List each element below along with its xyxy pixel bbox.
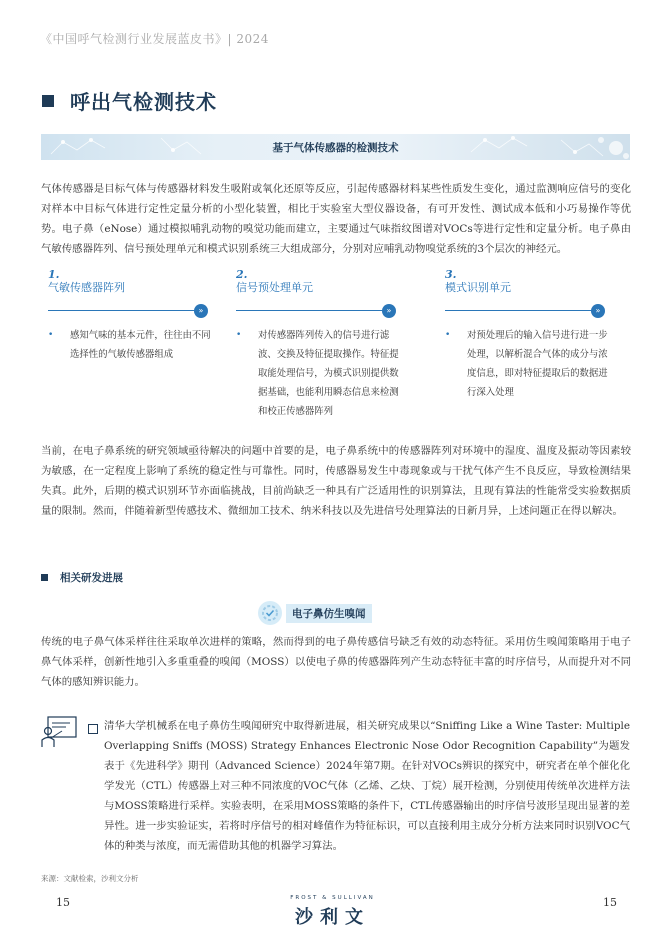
- section-title-text: 呼出气检测技术: [70, 90, 217, 114]
- banner-title: 基于气体传感器的检测技术: [272, 141, 399, 154]
- logo-english: FROST & SULLIVAN: [290, 895, 375, 901]
- intro-paragraph: 气体传感器是目标气体与传感器材料发生吸附或氧化还原等反应，引起传感器材料某些性质发生变化，通过监测响应信号的变化对样本中目标气体进行定性定量分析的小型化装置，相比于实验室大型仪器设备，有可开发性、测试成本低和小巧易操作等优势。电子鼻（eNose）通过模拟哺乳动物的嗅觉功能而建立，主要通过气味指纹图谱对VOCs等进行定性和定量分析。电子鼻由气敏传感器阵列、信号预处理单元和模式识别系统三大组成部分，分别对应哺乳动物嗅觉系统的3个层次的神经元。: [41, 183, 631, 255]
- topic-tag-label: 电子鼻仿生嗅闻: [286, 604, 372, 623]
- component-divider: [445, 310, 603, 311]
- component-number: 3.: [445, 268, 457, 281]
- researcher-presentation-icon: [40, 715, 78, 753]
- component-title: 气敏传感器阵列: [48, 281, 125, 294]
- gear-check-icon: [258, 601, 282, 625]
- component-number: 1.: [48, 268, 60, 281]
- banner: [41, 134, 630, 160]
- research-heading-text: 相关研发进展: [60, 572, 123, 584]
- component-bullet: [48, 326, 216, 364]
- component-bullet: [236, 326, 404, 421]
- page-number-right: 15: [603, 896, 617, 909]
- component-number: 2.: [236, 268, 248, 281]
- source-note: 来源：文献检索，沙利文分析: [41, 874, 139, 883]
- section-square-icon: [42, 95, 54, 107]
- section-title: [42, 86, 217, 115]
- double-chevron-right-icon: »: [591, 304, 605, 318]
- component-divider: [48, 310, 206, 311]
- research-heading: [41, 570, 123, 585]
- heading-square-icon: [41, 574, 48, 581]
- logo-chinese: 沙利文: [295, 907, 370, 928]
- square-bullet-icon: [88, 724, 98, 734]
- bullet-dot-icon: •: [48, 330, 54, 340]
- bullet-dot-icon: •: [236, 330, 242, 340]
- component-title: 模式识别单元: [445, 281, 511, 294]
- biomimetic-paragraph: 传统的电子鼻气体采样往往采取单次进样的策略，然而得到的电子鼻传感信号缺乏有效的动态特征。采用仿生嗅闻策略用于电子鼻气体采样，创新性地引入多重重叠的嗅闻（MOSS）以使电子鼻的传感器阵列产生动态特征丰富的时序信号，从而提升对不同气体的感知辨识能力。: [41, 636, 631, 688]
- component-signal-preprocessing: [236, 268, 404, 417]
- challenges-paragraph: 当前，在电子鼻系统的研究领域亟待解决的问题中首要的是，电子鼻系统中的传感器阵列对环境中的湿度、温度及振动等因素较为敏感，在一定程度上影响了系统的稳定性与可靠性。同时，传感器易发生中毒现象或与干扰气体产生不良反应，导致检测结果失真。此外，后期的模式识别环节亦面临挑战，目前尚缺乏一种具有广泛适用性的识别算法，且现有算法的性能常受实验数据质量的限制。然而，伴随着新型传感技术、微细加工技术、纳米科技以及先进信号处理算法的日新月异，上述问题正在得以解决。: [41, 445, 631, 517]
- double-chevron-right-icon: »: [382, 304, 396, 318]
- research-item-text: 清华大学机械系在电子鼻仿生嗅闻研究中取得新进展，相关研究成果以“Sniffing Like a Wine Taster: Multiple Overlapping Sniffs (MOSS) Strategy Enhances Electronic Nose Odor Recognition Capability”为题发表于《先进科学》期刊（Advanced Science）2024年第7期。在针对VOCs辨识的探究中，研究者在单个催化化学发光（CTL）传感器上对三种不同浓度的VOC气体（乙烯、乙炔、丁烷）展开检测，分别使用传统单次进样方法与MOSS策略进行采样。实验表明，在采用MOSS策略的条件下，CTL传感器输出的时序信号波形呈现出显著的差异性。进一步实验证实，若将时序信号的相对峰值作为特征标识，可以直接利用主成分分析方法来同时识别VOC气体的种类与浓度，而无需借助其他的机器学习算法。: [104, 720, 630, 852]
- report-header-title: 《中国呼气检测行业发展蓝皮书》| 2024: [40, 32, 269, 46]
- bullet-dot-icon: •: [445, 330, 451, 340]
- double-chevron-right-icon: »: [194, 304, 208, 318]
- component-pattern-recognition: [445, 268, 613, 398]
- page-number-left: 15: [56, 896, 70, 909]
- component-sensor-array: [48, 268, 216, 360]
- topic-tag: [258, 601, 372, 625]
- component-description: 对预处理后的输入信号进行进一步处理，以解析混合气体的成分与浓度信息，即对特征提取后的数据进行深入处理: [467, 330, 608, 398]
- component-description: 感知气味的基本元件，往往由不同选择性的气敏传感器组成: [70, 330, 211, 360]
- component-bullet: [445, 326, 613, 402]
- component-divider: [236, 310, 394, 311]
- component-title: 信号预处理单元: [236, 281, 313, 294]
- component-description: 对传感器阵列传入的信号进行滤波、交换及特征提取操作。特征提取能处理信号，为模式识别提供数据基础，也能利用瞬态信息来检测和校正传感器阵列: [258, 330, 399, 417]
